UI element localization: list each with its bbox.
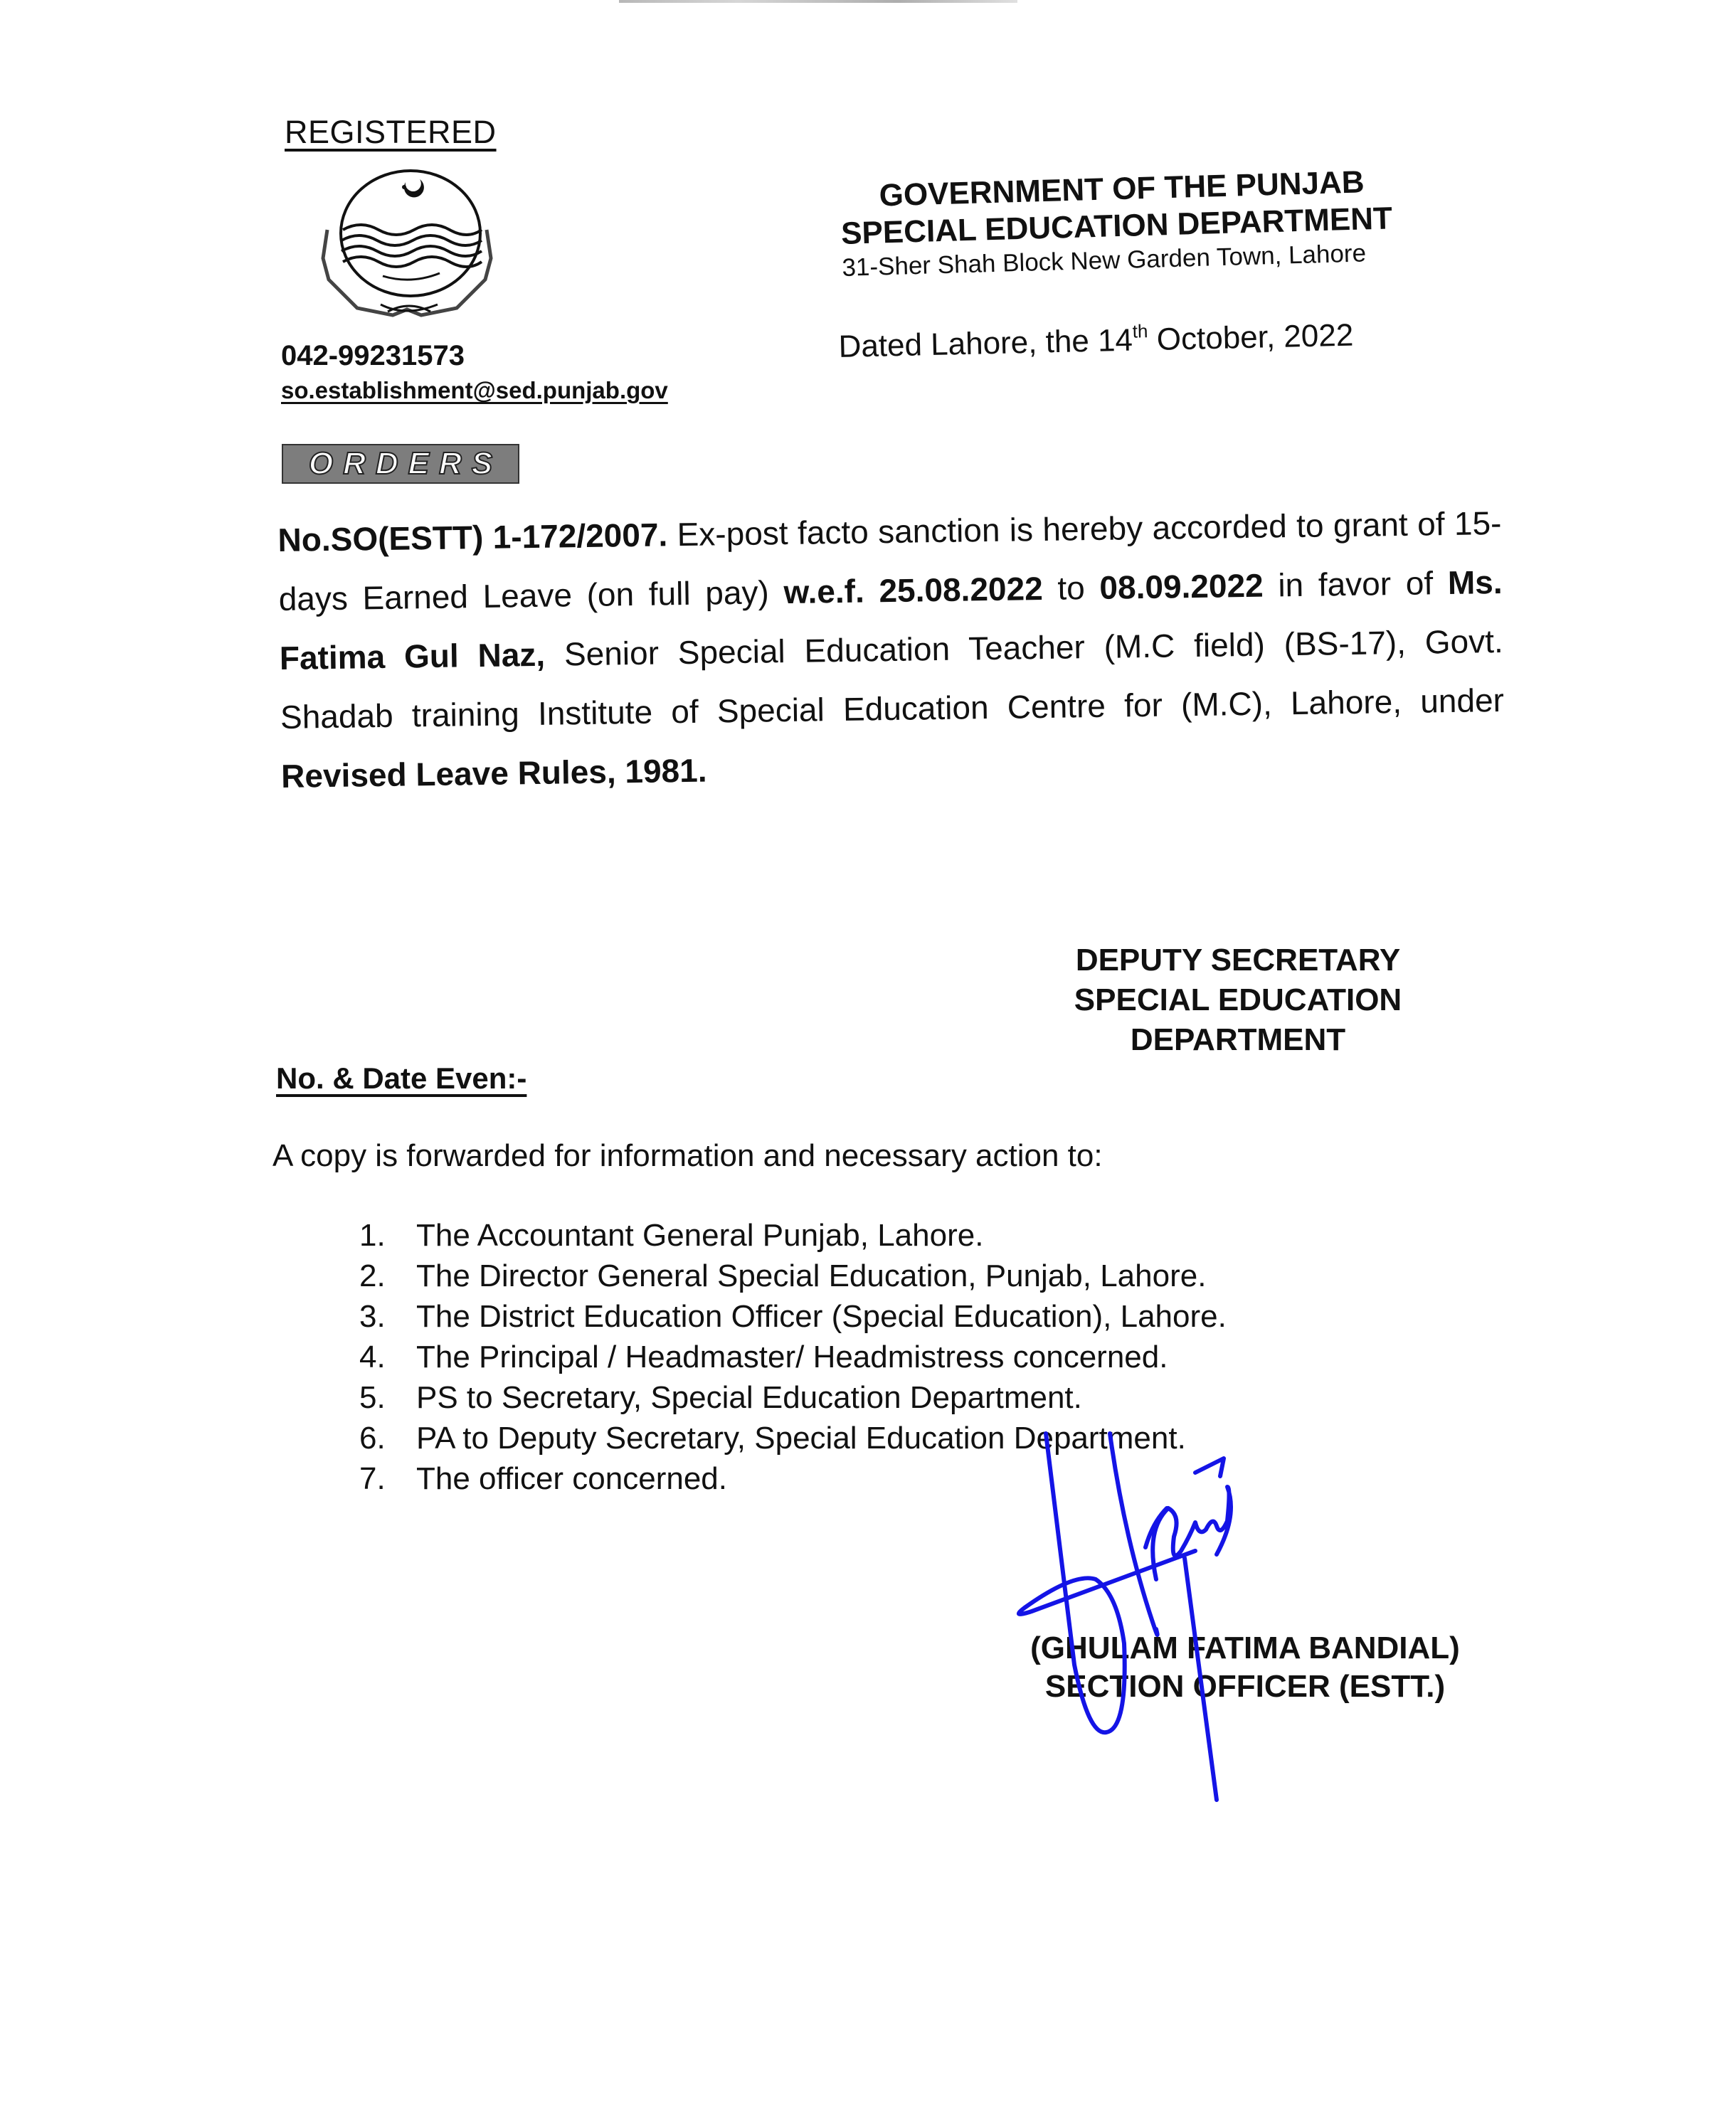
registered-label: REGISTERED	[285, 114, 497, 150]
email-address[interactable]: so.establishment@sed.punjab.gov	[281, 377, 668, 403]
list-item	[359, 1377, 1227, 1418]
date-suffix: October, 2022	[1148, 317, 1354, 358]
department-address: 31-Sher Shah Block New Garden Town, Lahore	[841, 239, 1367, 282]
deputy-line-1: DEPUTY SECRETARY	[1075, 943, 1401, 977]
list-number: 6.	[359, 1421, 386, 1456]
list-text: The Director General Special Education, Punjab, Lahore.	[416, 1258, 1207, 1293]
date-prefix: Dated Lahore, the 14	[838, 322, 1133, 364]
order-paragraph	[277, 494, 1505, 806]
order-text-1: Ex-post facto sanction is hereby accorded to grant of 15-days Earned Leave (on full pay)	[278, 504, 1502, 618]
phone-number: 042-99231573	[281, 340, 465, 371]
orders-label: ORDERS	[308, 446, 503, 481]
list-text: The District Education Officer (Special Education), Lahore.	[416, 1299, 1227, 1334]
list-number: 5.	[359, 1380, 386, 1415]
signatory-title: SECTION OFFICER (ESTT.)	[1044, 1669, 1446, 1704]
list-item	[359, 1458, 1227, 1499]
government-title: GOVERNMENT OF THE PUNJAB	[879, 164, 1365, 213]
employee-name: Ms. Fatima Gul Naz,	[279, 563, 1503, 677]
deputy-secretary-block	[1039, 940, 1437, 1060]
department-title: SPECIAL EDUCATION DEPARTMENT	[840, 201, 1393, 251]
endorsement-intro: A copy is forwarded for information and necessary action to:	[272, 1138, 1103, 1173]
leave-end: 08.09.2022	[1099, 566, 1264, 606]
date-ordinal: th	[1132, 320, 1148, 342]
punjab-emblem-logo	[299, 162, 519, 326]
list-item	[359, 1256, 1227, 1296]
list-text: PS to Secretary, Special Education Department.	[416, 1380, 1082, 1415]
dated-line	[838, 316, 1354, 365]
list-number: 3.	[359, 1299, 386, 1334]
order-number: No.SO(ESTT) 1-172/2007.	[277, 516, 668, 558]
signatory-block	[989, 1629, 1501, 1706]
list-item	[359, 1418, 1227, 1458]
list-number: 4.	[359, 1340, 386, 1374]
list-text: The Accountant General Punjab, Lahore.	[416, 1218, 984, 1253]
order-text-4: Senior Special Education Teacher (M.C field) (BS-17), Govt. Shadab training Institute of Special Education Centre for (M.C), Lahore, under	[280, 622, 1505, 736]
leave-rules: Revised Leave Rules, 1981.	[280, 751, 707, 795]
signatory-name: (GHULAM FATIMA BANDIAL)	[1030, 1631, 1460, 1665]
emblem-icon	[323, 171, 491, 315]
order-text-3: in favor of	[1263, 564, 1449, 604]
list-text: The Principal / Headmaster/ Headmistress concerned.	[416, 1340, 1168, 1374]
deputy-line-2: SPECIAL EDUCATION	[1074, 982, 1402, 1017]
endorsement-heading: No. & Date Even:-	[276, 1061, 527, 1095]
list-item	[359, 1337, 1227, 1377]
list-item	[359, 1296, 1227, 1337]
scan-artifact	[619, 0, 1017, 3]
order-text-2: to	[1042, 568, 1100, 607]
government-header	[840, 162, 1394, 285]
leave-start: w.e.f. 25.08.2022	[783, 569, 1044, 611]
orders-banner	[282, 444, 519, 484]
list-number: 7.	[359, 1461, 386, 1496]
list-item	[359, 1215, 1227, 1256]
list-number: 2.	[359, 1258, 386, 1293]
list-text: PA to Deputy Secretary, Special Education Department.	[416, 1421, 1186, 1456]
deputy-line-3: DEPARTMENT	[1130, 1022, 1346, 1057]
recipient-list	[359, 1215, 1227, 1499]
list-text: The officer concerned.	[416, 1461, 727, 1496]
list-number: 1.	[359, 1218, 386, 1253]
